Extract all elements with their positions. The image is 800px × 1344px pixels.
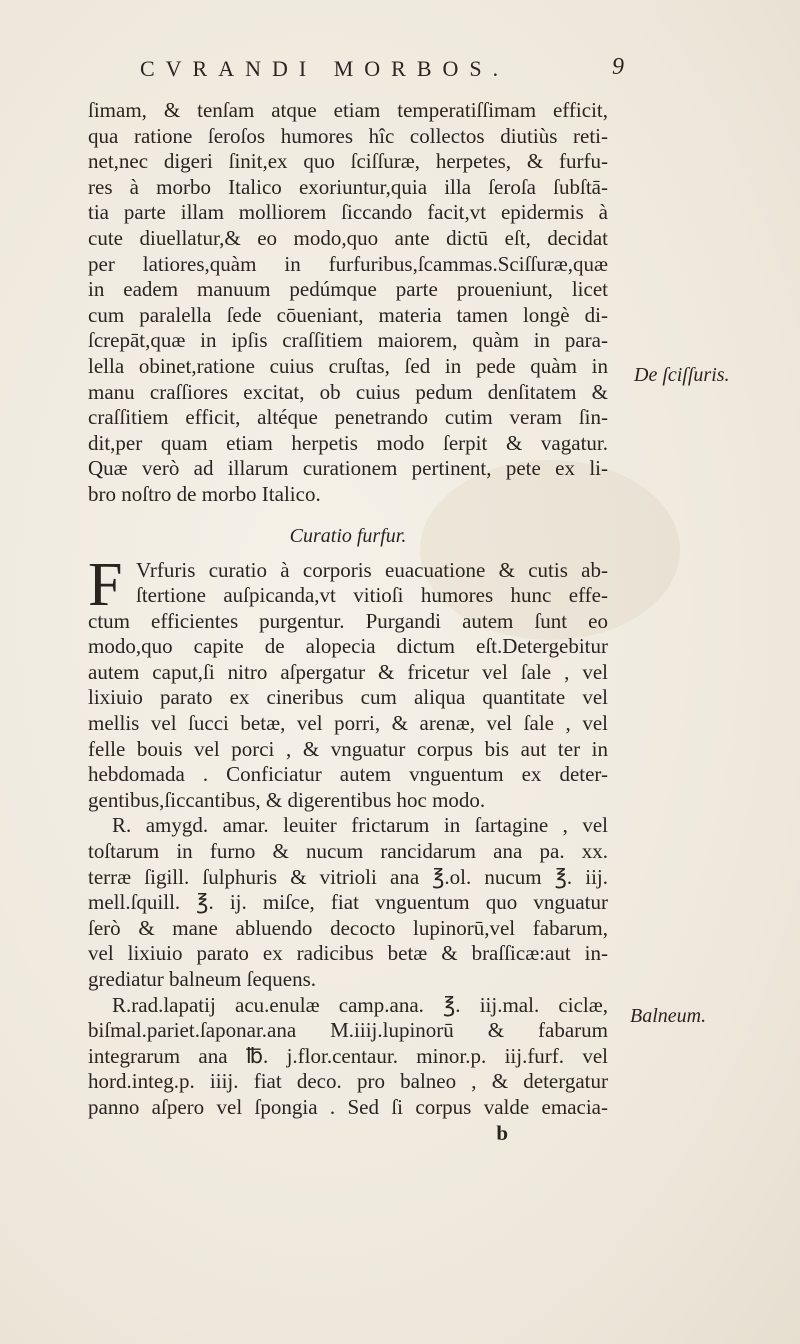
- text-line: autem caput,ſi nitro aſpergatur & fricetur vel ſale , vel: [88, 659, 608, 684]
- recipe-ointment: [88, 813, 608, 992]
- text-line: ctum efficientes purgentur. Purgandi autem ſunt eo: [88, 608, 608, 633]
- margin-note-fissures: De ſciſſuris.: [634, 364, 730, 386]
- text-line: ſtertione auſpicanda,vt vitioſi humores hunc effe-: [136, 583, 608, 608]
- main-text: [88, 98, 608, 1146]
- text-line: gentibus,ſiccantibus, & digerentibus hoc modo.: [88, 787, 486, 812]
- text-line: hebdomada . Conficiatur autem vnguentum ex deter-: [88, 762, 608, 787]
- text-line: vel lixiuio parato ex radicibus betæ & braſſicæ:aut in-: [88, 941, 608, 966]
- text-line: tia parte illam molliorem ſiccando facit,vt epidermis à: [88, 200, 608, 225]
- page-number: 9: [612, 54, 624, 80]
- text-line: cum paralella ſede cōueniant, materia tamen longè di-: [88, 302, 608, 327]
- running-head: CVRANDI MORBOS.: [140, 56, 510, 81]
- text-line: toſtarum in furno & nucum rancidarum ana pa. xx.: [88, 839, 608, 864]
- text-line: per latiores,quàm in furfuribus,ſcammas.Sciſſuræ,quæ: [88, 251, 608, 276]
- paragraph-2: [88, 550, 608, 814]
- text-line: Quæ verò ad illarum curationem pertinent, pete ex li-: [88, 456, 608, 481]
- text-line: lella obinet,ratione cuius cruſtas, ſed in pede quàm in: [88, 353, 608, 378]
- text-line: panno aſpero vel ſpongia . Sed ſi corpus valde emacia-: [88, 1094, 608, 1119]
- section-heading: Curatio furfur.: [289, 524, 407, 547]
- drop-cap: F: [88, 550, 123, 619]
- paragraph-1: [88, 98, 608, 508]
- text-line: grediatur balneum ſequens.: [88, 967, 317, 991]
- text-line: manu craſſiores excitat, ob cuius pedum denſitatem &: [88, 379, 608, 404]
- text-line: ſerò & mane abluendo decocto lupinorū,vel fabarum,: [88, 915, 608, 940]
- text-line: qua ratione ſeroſos humores hîc collectos diutiùs reti-: [88, 123, 608, 148]
- text-line: terræ ſigill. ſulphuris & vitrioli ana ℥.ol. nucum ℥. iij.: [88, 864, 608, 889]
- text-line: biſmal.pariet.ſaponar.ana M.iiij.lupinorū & fabarum: [88, 1018, 608, 1043]
- signature-mark: b: [496, 1120, 508, 1145]
- text-line: modo,quo capite de alopecia dictum eſt.Detergebitur: [88, 634, 608, 659]
- text-line: felle bouis vel porci , & vnguatur corpus bis aut ter in: [88, 736, 608, 761]
- text-line: ſimam, & tenſam atque etiam temperatiſſimam efficit,: [88, 98, 608, 122]
- text-line: cute diuellatur,& eo modo,quo ante dictū eſt, decidat: [88, 225, 608, 250]
- text-line: integrarum ana ℔. j.flor.centaur. minor.p. iij.furf. vel: [88, 1043, 608, 1068]
- margin-note-bath: Balneum.: [630, 1005, 707, 1027]
- text-line: R.rad.lapatij acu.enulæ camp.ana. ℥. iij.mal. ciclæ,: [112, 992, 608, 1017]
- text-line: in eadem manuum pedúmque parte proueniunt, licet: [88, 277, 608, 302]
- text-line: ſcrepāt,quæ in ipſis craſſitiem maiorem, quàm in para-: [88, 328, 608, 353]
- text-line: dit,per quam etiam herpetis modo ſerpit & vagatur.: [88, 430, 608, 455]
- text-line: R. amygd. amar. leuiter frictarum in ſartagine , vel: [112, 813, 608, 838]
- text-line: lixiuio parato ex cineribus cum aliqua quantitate vel: [88, 685, 608, 710]
- text-line: net,nec digeri ſinit,ex quo ſciſſuræ, herpetes, & furfu-: [88, 149, 608, 174]
- text-line: mell.ſquill. ℥. ij. miſce, fiat vnguentum quo vnguatur: [88, 890, 608, 915]
- text-line: mellis vel ſucci betæ, vel porri, & arenæ, vel ſale , vel: [88, 711, 608, 736]
- text-line: hord.integ.p. iiij. fiat deco. pro balneo , & detergatur: [88, 1069, 608, 1094]
- text-line: craſſitiem efficit, altéque penetrando cutim veram ſin-: [88, 405, 608, 430]
- text-line: bro noſtro de morbo Italico.: [88, 481, 321, 506]
- recipe-bath: [88, 993, 608, 1121]
- page-header: [0, 52, 800, 92]
- text-line: Vrfuris curatio à corporis euacuatione & cutis ab-: [136, 557, 608, 582]
- text-line: res à morbo Italico exoriuntur,quia illa ſeroſa ſubſtā-: [88, 174, 608, 199]
